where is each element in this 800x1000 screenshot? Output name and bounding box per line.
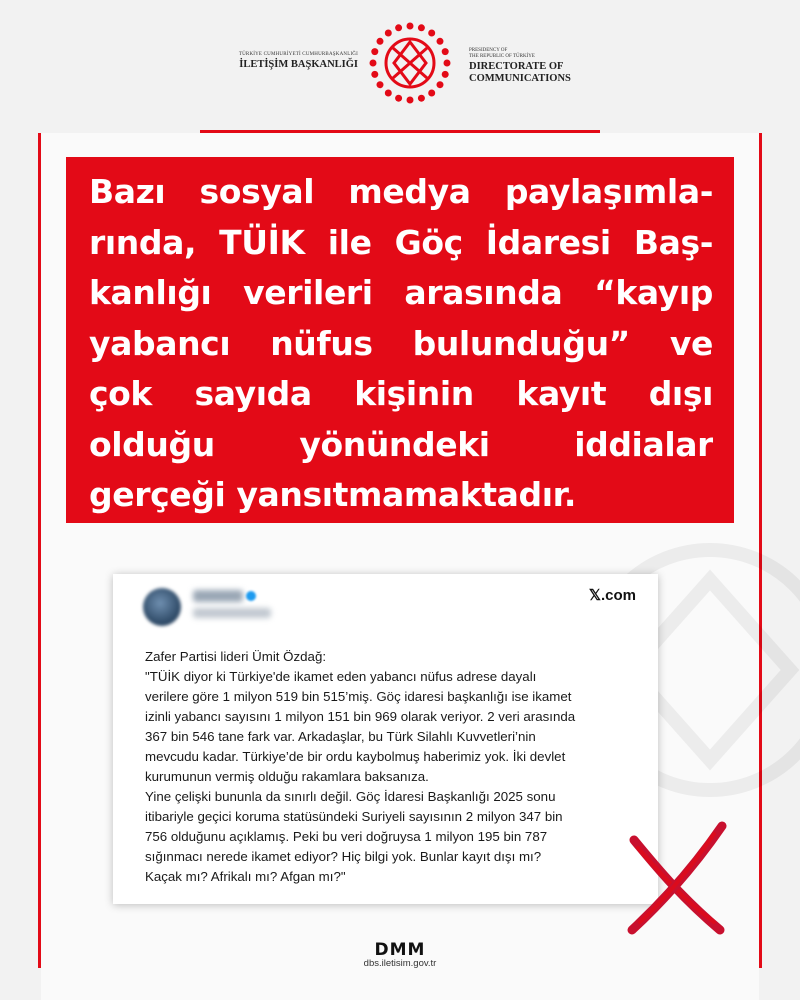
frame-top-line: [200, 130, 600, 133]
blurred-display-name: [193, 590, 243, 602]
avatar: [143, 588, 181, 626]
tweet-line: Yine çelişki bununla da sınırlı değil. Göç İdaresi Başkanlığı 2025 sonu: [145, 789, 556, 804]
headline-line: yabancı nüfus bulunduğu” ve: [89, 323, 713, 363]
presidency-emblem-icon: [365, 18, 455, 108]
tweet-line: 756 olduğunu açıklamış. Peki bu veri doğruysa 1 milyon 195 bin 787: [145, 829, 548, 844]
header-right-title-1: DIRECTORATE OF: [469, 61, 564, 72]
header-right-title-2: COMMUNICATIONS: [469, 73, 571, 84]
tweet-line: mevcudu kadar. Türkiye’de bir ordu kaybolmuş haberimiz yok. İki devlet: [145, 749, 566, 764]
tweet-line: verilere göre 1 milyon 519 bin 515’miş. Göç idaresi başkanlığı ise ikamet: [145, 689, 572, 704]
tweet-text: [145, 647, 645, 887]
tweet-line: itibariyle geçici koruma statüsündeki Suriyeli sayısının 2 milyon 347 bin: [145, 809, 563, 824]
headline-line: olduğu yönündeki iddialar: [89, 424, 713, 464]
header-right-text: [469, 48, 599, 84]
tweet-line: "TÜİK diyor ki Türkiye'de ikamet eden yabancı nüfus adrese dayalı: [145, 669, 537, 684]
dmm-logo: DMM: [374, 940, 426, 960]
tweet-card: [113, 574, 658, 904]
blurred-handle: [193, 608, 271, 618]
verified-badge-icon: [246, 591, 256, 601]
headline: [89, 167, 713, 521]
headline-line: kanlığı verileri arasında “kayıp: [89, 273, 713, 312]
false-claim-cross-icon: [622, 818, 732, 938]
headline-line: rında, TÜİK ile Göç İdaresi Baş-: [89, 222, 713, 262]
headline-line: çok sayıda kişinin kayıt dışı: [89, 374, 713, 413]
header-left-small: TÜRKİYE CUMHURİYETİ CUMHURBAŞKANLIĞI: [238, 52, 358, 57]
header-right-small-1: PRESIDENCY OF: [469, 48, 508, 53]
tweet-line: izinli yabancı sayısını 1 milyon 151 bin 969 olarak veriyor. 2 veri arasında: [145, 709, 576, 724]
footer-url[interactable]: dbs.iletisim.gov.tr: [363, 958, 437, 969]
x-com-label: 𝕏.com: [588, 587, 636, 604]
headline-line: gerçeği yansıtmamaktadır.: [89, 475, 576, 514]
header: [0, 0, 800, 130]
tweet-line: 367 bin 546 tane fark var. Arkadaşlar, bu Türk Silahlı Kuvvetleri’nin: [145, 729, 536, 744]
frame-left-line: [38, 133, 41, 968]
header-left-text: [222, 52, 358, 70]
tweet-line: Zafer Partisi lideri Ümit Özdağ:: [145, 649, 327, 664]
headline-line: Bazı sosyal medya paylaşımla-: [89, 172, 713, 211]
footer-logo: [360, 940, 440, 969]
tweet-line: kurumunun vermiş olduğu rakamlara baksanıza.: [145, 769, 429, 784]
tweet-line: Kaçak mı? Afrikalı mı? Afgan mı?": [145, 869, 346, 884]
tweet-line: sığınmacı nerede ikamet ediyor? Hiç bilgi yok. Bunlar kayıt dışı mı?: [145, 849, 542, 864]
header-right-small-2: THE REPUBLIC OF TÜRKİYE: [469, 54, 535, 59]
header-left-title: İLETİŞİM BAŞKANLIĞI: [239, 59, 358, 70]
